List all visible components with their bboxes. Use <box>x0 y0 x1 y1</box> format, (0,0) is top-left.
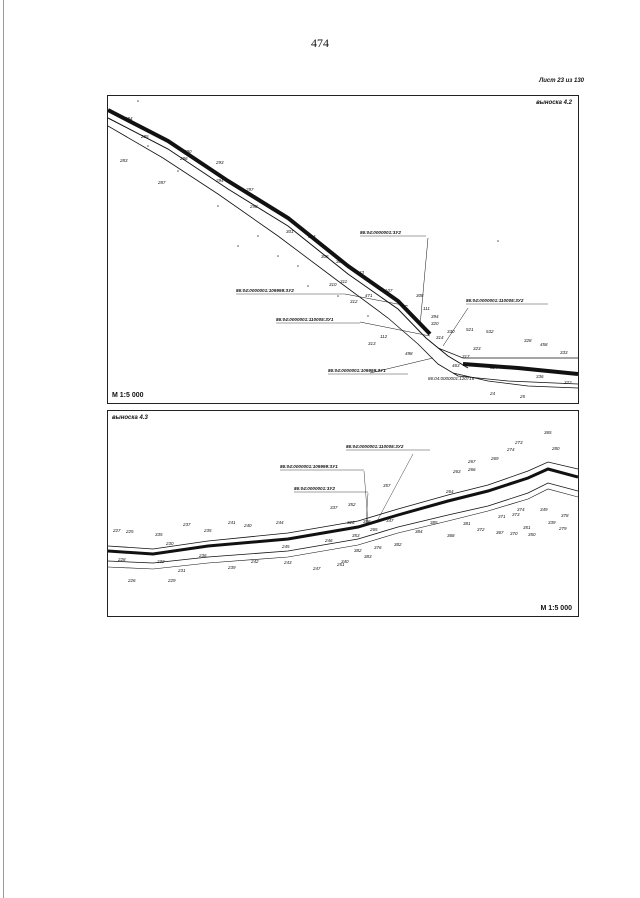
cadastral-label: 86:04:0000001:3У2 <box>360 230 401 235</box>
point-label: 322 <box>564 380 572 385</box>
point-label: 350 <box>528 532 536 537</box>
point-label: 297 <box>246 187 254 192</box>
boundary-line-lower <box>108 126 578 384</box>
point-label: 229 <box>168 578 176 583</box>
point-label: 290 <box>184 149 192 154</box>
point-label: 339 <box>548 520 556 525</box>
map-drawing <box>108 96 578 403</box>
point-label: 365 <box>544 430 552 435</box>
point-label: 313 <box>368 341 376 346</box>
point-label: 368 <box>447 533 455 538</box>
point-label: 498 <box>405 351 413 356</box>
point-label: 43 <box>359 270 365 275</box>
point-label: 293 <box>216 160 224 165</box>
point-label: 311 <box>340 279 348 284</box>
point-label: 356 <box>363 519 371 524</box>
point-label: 112 <box>380 334 388 339</box>
survey-dot <box>217 205 219 207</box>
cadastral-label: 86:04:0000001:110005:3У1 <box>276 317 334 322</box>
scale-label: М 1:5 000 <box>540 605 572 612</box>
point-label: 267 <box>468 459 476 464</box>
point-label: 463 <box>452 363 460 368</box>
point-label: 353 <box>352 533 360 538</box>
point-label: 239 <box>228 565 236 570</box>
point-label: 263 <box>453 469 461 474</box>
point-label: 235 <box>204 528 212 533</box>
scale-label: М 1:5 000 <box>112 392 144 399</box>
survey-dot <box>497 240 499 242</box>
point-label: 225 <box>126 529 134 534</box>
point-label: 284 <box>125 116 133 121</box>
boundary-line-upper <box>108 118 468 368</box>
point-label: 264 <box>446 489 454 494</box>
point-label: 324 <box>490 365 498 370</box>
survey-dot <box>147 145 149 147</box>
point-label: 347 <box>386 518 394 523</box>
point-label: 298 <box>250 204 258 209</box>
point-label: 340 <box>341 559 349 564</box>
point-label: 374 <box>517 507 525 512</box>
point-label: 107 <box>385 288 393 293</box>
point-label: 283 <box>120 158 128 163</box>
survey-dot <box>177 170 179 172</box>
point-label: 244 <box>276 520 284 525</box>
point-label: 378 <box>561 513 569 518</box>
point-label: 367 <box>496 530 504 535</box>
survey-dot <box>297 265 299 267</box>
road-band <box>108 110 430 334</box>
point-label: 294 <box>216 178 224 183</box>
point-label: 532 <box>486 329 494 334</box>
page-number: 474 <box>311 36 329 50</box>
point-label: 230 <box>166 541 174 546</box>
point-label: 226 <box>128 578 136 583</box>
point-label: 383 <box>364 554 372 559</box>
point-label: 227 <box>113 528 121 533</box>
point-label: 384 <box>415 529 423 534</box>
point-label: 242 <box>251 559 259 564</box>
point-label: 246 <box>325 538 333 543</box>
point-label: 287 <box>158 180 166 185</box>
point-label: 309 <box>336 259 344 264</box>
point-label: 228 <box>118 557 126 562</box>
point-label: 326 <box>347 520 355 525</box>
point-label: 279 <box>559 526 567 531</box>
leader-line <box>443 308 468 346</box>
point-label: 320 <box>431 321 439 326</box>
map-drawing <box>108 411 578 616</box>
point-label: 273 <box>515 440 523 445</box>
point-label: 376 <box>374 545 382 550</box>
point-label: 240 <box>244 523 252 528</box>
point-label: 241 <box>228 520 236 525</box>
point-label: 304 <box>308 234 316 239</box>
inset-title: выноска 4.2 <box>536 100 572 106</box>
point-label: 251 <box>337 562 345 567</box>
point-label: 328 <box>524 338 532 343</box>
point-label: 382 <box>394 542 402 547</box>
point-label: 301 <box>286 229 294 234</box>
road-band-right <box>463 364 578 374</box>
point-label: 382 <box>354 548 362 553</box>
survey-dot <box>337 295 339 297</box>
point-label: 317 <box>462 354 470 359</box>
point-label: 372 <box>477 527 485 532</box>
point-label: 285 <box>141 134 149 139</box>
inset-title: выноска 4.3 <box>112 415 148 421</box>
survey-dot <box>237 245 239 247</box>
cadastral-label: 86:04:0000001:109999:3У1 <box>280 464 338 469</box>
boundary-line-upper <box>108 462 578 549</box>
point-label: 274 <box>507 447 515 452</box>
point-label: 24 <box>490 391 496 396</box>
point-label: 351 <box>523 525 531 530</box>
point-label: 352 <box>348 502 356 507</box>
point-label: 247 <box>313 566 321 571</box>
survey-dot <box>277 255 279 257</box>
scan-edge <box>3 0 4 898</box>
point-label: 330 <box>447 329 455 334</box>
point-label: 349 <box>540 507 548 512</box>
point-label: 305 <box>321 254 329 259</box>
boundary-right <box>438 348 578 358</box>
cadastral-label: 86:04:0000001:3У2 <box>294 486 335 491</box>
survey-dot <box>137 100 139 102</box>
point-label: 265 <box>370 527 378 532</box>
cadastral-label: 86:04:0000001:109999:3У2 <box>236 288 294 293</box>
point-label: 394 <box>431 314 439 319</box>
point-label: 231 <box>178 568 186 573</box>
sheet-label: Лист 23 из 130 <box>539 78 584 84</box>
point-label: 385 <box>430 520 438 525</box>
map-line <box>364 471 368 523</box>
point-label: 371 <box>498 514 506 519</box>
point-label: 245 <box>282 544 290 549</box>
map-inset-4-3 <box>107 410 579 617</box>
point-label: 458 <box>540 342 548 347</box>
survey-dot <box>307 285 309 287</box>
cadastral-label: 86:04:0000001:120716 <box>428 376 475 381</box>
survey-dot <box>257 235 259 237</box>
point-label: 280 <box>552 446 560 451</box>
point-label: 521 <box>466 327 474 332</box>
point-label: 370 <box>510 531 518 536</box>
point-label: 25 <box>520 394 526 399</box>
cadastral-label: 86:04:0000001:110005:3У2 <box>346 444 404 449</box>
point-label: 323 <box>473 346 481 351</box>
point-label: 269 <box>491 456 499 461</box>
point-label: 471 <box>365 293 373 298</box>
point-label: 314 <box>436 335 444 340</box>
leader-line <box>420 238 428 326</box>
point-label: 243 <box>284 560 292 565</box>
point-label: 357 <box>383 483 391 488</box>
point-label: 337 <box>330 505 338 510</box>
point-label: 232 <box>157 559 165 564</box>
point-label: 310 <box>329 282 337 287</box>
point-label: 286 <box>180 156 188 161</box>
point-label: 237 <box>183 522 191 527</box>
point-label: 336 <box>536 374 544 379</box>
point-label: 266 <box>468 467 476 472</box>
cadastral-label: 86:04:0000001:110005:3У2 <box>466 298 524 303</box>
point-label: 373 <box>512 512 520 517</box>
cadastral-label: 86:04:0000001:109999:3У1 <box>328 368 386 373</box>
point-label: 381 <box>463 521 471 526</box>
point-label: 335 <box>155 532 163 537</box>
point-label: 236 <box>199 553 207 558</box>
point-label: 312 <box>350 299 358 304</box>
point-label: 333 <box>560 350 568 355</box>
point-label: 111 <box>423 306 430 311</box>
survey-dot <box>367 315 369 317</box>
point-label: 308 <box>416 293 424 298</box>
map-inset-4-2 <box>107 95 579 404</box>
